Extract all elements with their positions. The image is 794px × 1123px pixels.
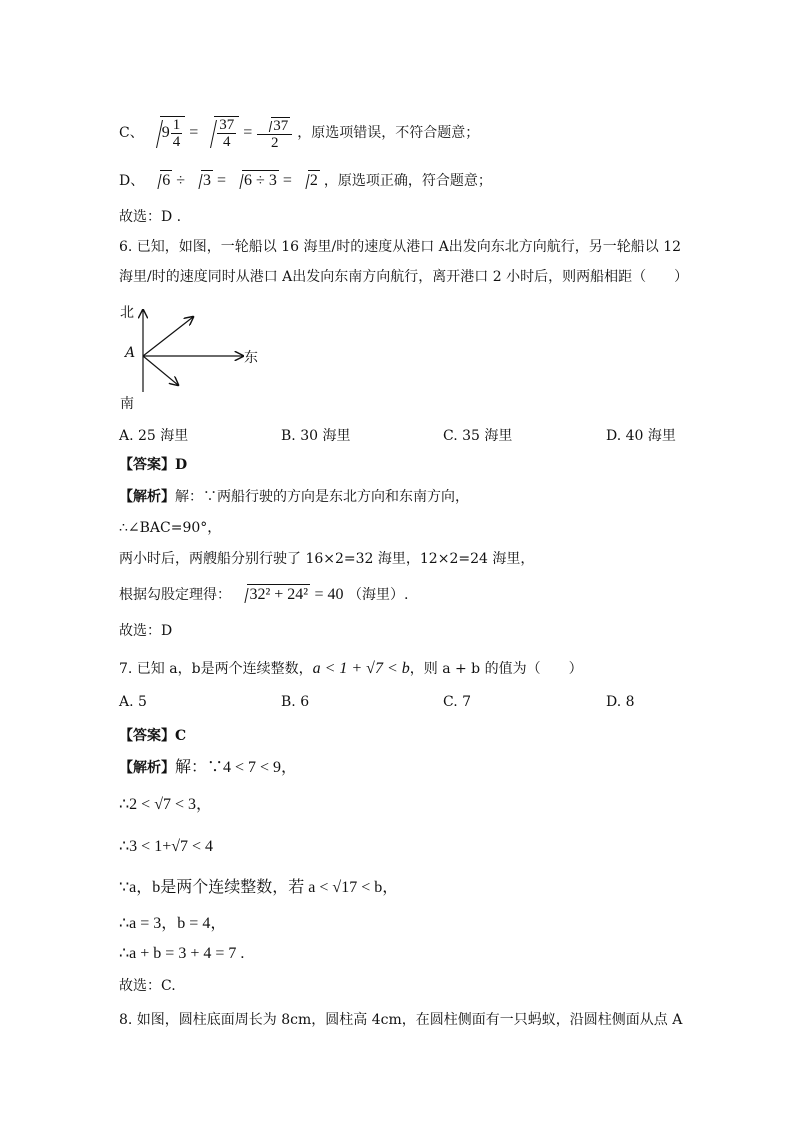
q6-option-d: D. 40 海里 xyxy=(606,428,676,444)
sqrt-mixed-number: 9 $\frac{1}{4}$ xyxy=(150,116,186,150)
q8-text-line1: 8. 如图，圆柱底面周长为 8cm，圆柱高 4cm，在圆柱侧面有一只蚂蚁，沿圆柱侧面从点 A xyxy=(119,1012,683,1028)
q7-answer: 【答案】C xyxy=(119,728,187,744)
q6-option-b: B. 30 海里 xyxy=(281,428,351,444)
q6-option-c: C. 35 海里 xyxy=(443,428,513,444)
q6-analysis-3: 两小时后，两艘船分别行驶了 16×2=32 海里，12×2=24 海里， xyxy=(119,551,535,567)
q7-option-a: A. 5 xyxy=(119,694,147,710)
fraction-result: $\frac{37}{2}$ xyxy=(257,117,292,151)
q6-answer: 【答案】D xyxy=(119,457,188,473)
q7-option-d: D. 8 xyxy=(606,694,635,710)
q7-options xyxy=(119,694,679,714)
solution-line-c: C、 9 $\frac{1}{4}$ = $\frac{37}{4}$ = $\frac{37}{2}$ ，原选项错误，不符合题意； xyxy=(119,117,480,151)
q6-analysis-4: 根据勾股定理得： 32² + 24² = 40 （海里）. xyxy=(119,586,409,603)
q7-analysis-1: 【解析】解：∵4 < 7 < 9， xyxy=(119,759,298,776)
label-south: 南 xyxy=(120,396,134,412)
label-point-a: A xyxy=(125,345,136,361)
sqrt-fraction: $\frac{37}{4}$ xyxy=(204,116,239,150)
q7-analysis-5: ∴a = 3，b = 4， xyxy=(119,915,227,932)
q7-analysis-2: ∴2 < √7 < 3， xyxy=(119,796,213,813)
q7-analysis-6: ∴a + b = 3 + 4 = 7 . xyxy=(119,945,245,962)
q7-text-line1: 7. 已知 a，b是两个连续整数，a < 1 + √7 < b，则 a + b 的值为（ ） xyxy=(119,660,583,677)
q7-analysis-3: ∴3 < 1+√7 < 4 xyxy=(119,838,214,855)
q6-text-line2: 海里/时的速度同时从港口 A出发向东南方向航行，离开港口 2 小时后，则两船相距（ ） xyxy=(119,269,689,285)
q6-option-a: A. 25 海里 xyxy=(119,428,189,444)
southeast-arrow xyxy=(143,356,178,385)
choice-q5: 故选：D . xyxy=(119,209,182,225)
q6-choice: 故选：D xyxy=(119,623,173,639)
q7-option-b: B. 6 xyxy=(281,694,310,710)
option-label: C、 xyxy=(119,125,144,142)
label-north: 北 xyxy=(120,305,134,321)
q6-options xyxy=(119,425,679,445)
solution-line-d: D、 6 ÷ 3 = 6 ÷ 3 = 2 ，原选项正确，符合题意； xyxy=(119,172,492,189)
northeast-arrow xyxy=(143,317,193,356)
label-east: 东 xyxy=(244,350,258,366)
q6-text-line1: 6. 已知，如图，一轮船以 16 海里/时的速度从港口 A出发向东北方向航行，另一轮船以 12 xyxy=(119,239,682,255)
q7-analysis-4: ∵a，b是两个连续整数，若 a < √17 < b， xyxy=(119,879,399,896)
q7-option-c: C. 7 xyxy=(443,694,472,710)
q6-analysis-1: 【解析】解：∵两船行驶的方向是东北方向和东南方向， xyxy=(119,489,469,505)
q7-choice: 故选：C. xyxy=(119,978,176,994)
q6-analysis-2: ∴∠BAC=90°， xyxy=(119,520,222,536)
q6-compass-figure xyxy=(115,300,275,410)
